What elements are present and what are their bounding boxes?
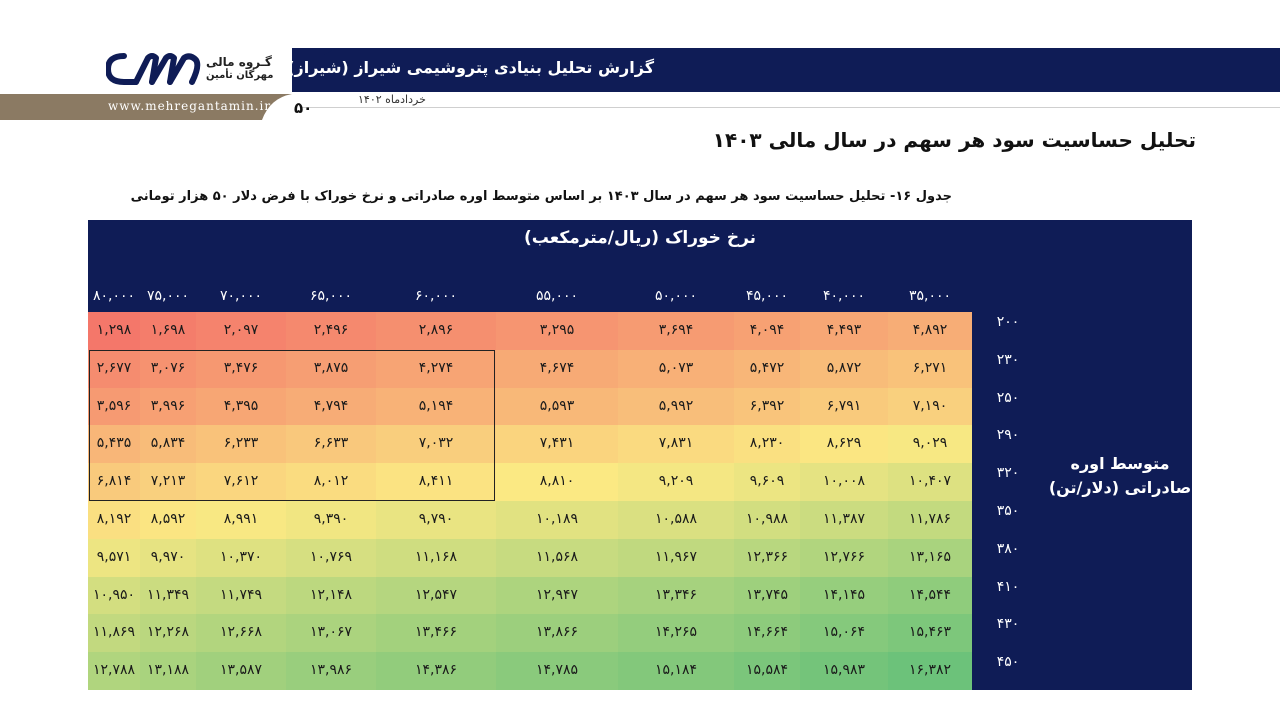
column-header: ۴۰,۰۰۰	[822, 288, 866, 304]
table-cell: ۵,۰۷۳	[618, 350, 734, 388]
table-cell: ۱۳,۴۶۶	[376, 614, 496, 652]
table-cell: ۸,۶۲۹	[800, 425, 888, 463]
report-date: خردادماه ۱۴۰۲	[358, 93, 426, 106]
table-cell: ۱۳,۱۶۵	[888, 539, 972, 577]
table-cell: ۹,۶۰۹	[734, 463, 800, 501]
column-header: ۷۵,۰۰۰	[146, 288, 190, 304]
column-header: ۶۰,۰۰۰	[414, 288, 458, 304]
table-cell: ۱۴,۲۶۵	[618, 614, 734, 652]
table-cell: ۵,۸۷۲	[800, 350, 888, 388]
table-cell: ۵,۹۹۲	[618, 388, 734, 426]
table-cell: ۳,۵۹۶	[88, 388, 140, 426]
table-cell: ۹,۲۰۹	[618, 463, 734, 501]
table-cell: ۴,۳۹۵	[196, 388, 286, 426]
table-cell: ۱۴,۶۶۴	[734, 614, 800, 652]
table-cell: ۱۱,۵۶۸	[496, 539, 618, 577]
table-cell: ۹,۰۲۹	[888, 425, 972, 463]
column-header: ۸۰,۰۰۰	[92, 288, 136, 304]
table-cell: ۱۵,۴۶۳	[888, 614, 972, 652]
table-cell: ۹,۹۷۰	[140, 539, 196, 577]
table-cell: ۱۴,۳۸۶	[376, 652, 496, 690]
logo-line-1: گـروه مالی	[206, 55, 272, 69]
heatmap-grid	[88, 312, 972, 690]
table-cell: ۳,۶۹۴	[618, 312, 734, 350]
table-cell: ۱۱,۸۶۹	[88, 614, 140, 652]
row-label: ۳۲۰	[996, 465, 1020, 482]
table-cell: ۸,۵۹۲	[140, 501, 196, 539]
table-cell: ۴,۸۹۲	[888, 312, 972, 350]
table-cell: ۸,۸۱۰	[496, 463, 618, 501]
table-cell: ۷,۶۱۲	[196, 463, 286, 501]
column-header: ۴۵,۰۰۰	[745, 288, 789, 304]
table-cell: ۱۱,۳۸۷	[800, 501, 888, 539]
row-label: ۴۵۰	[996, 654, 1020, 671]
table-cell: ۱,۶۹۸	[140, 312, 196, 350]
table-cell: ۵,۸۳۴	[140, 425, 196, 463]
table-cell: ۲,۰۹۷	[196, 312, 286, 350]
table-cell: ۵,۴۳۵	[88, 425, 140, 463]
table-cell: ۸,۰۱۲	[286, 463, 376, 501]
table-cell: ۱۳,۵۸۷	[196, 652, 286, 690]
table-cell: ۶,۶۳۳	[286, 425, 376, 463]
table-cell: ۱۵,۱۸۴	[618, 652, 734, 690]
row-label: ۲۹۰	[996, 427, 1020, 444]
table-cell: ۴,۷۹۴	[286, 388, 376, 426]
table-cell: ۹,۷۹۰	[376, 501, 496, 539]
table-cell: ۱۱,۱۶۸	[376, 539, 496, 577]
table-cell: ۶,۳۹۲	[734, 388, 800, 426]
table-cell: ۳,۰۷۶	[140, 350, 196, 388]
table-cell: ۷,۰۳۲	[376, 425, 496, 463]
table-cell: ۱۱,۳۴۹	[140, 577, 196, 615]
logo-line-2: مهرگان تأمین	[206, 70, 274, 81]
table-cell: ۱۳,۷۴۵	[734, 577, 800, 615]
section-title: تحلیل حساسیت سود هر سهم در سال مالی ۱۴۰۳	[712, 128, 1196, 152]
table-cell: ۱,۲۹۸	[88, 312, 140, 350]
table-cell: ۱۰,۴۰۷	[888, 463, 972, 501]
column-header: ۷۰,۰۰۰	[219, 288, 263, 304]
table-cell: ۴,۰۹۴	[734, 312, 800, 350]
row-axis-title-line-1: متوسط اوره	[1070, 454, 1170, 473]
column-header: ۵۰,۰۰۰	[654, 288, 698, 304]
table-cell: ۷,۱۹۰	[888, 388, 972, 426]
table-cell: ۱۰,۷۶۹	[286, 539, 376, 577]
column-axis-title: نرخ خوراک (ریال/مترمکعب)	[523, 228, 757, 248]
table-cell: ۳,۴۷۶	[196, 350, 286, 388]
table-cell: ۸,۴۱۱	[376, 463, 496, 501]
table-cell: ۹,۳۹۰	[286, 501, 376, 539]
table-cell: ۹,۵۷۱	[88, 539, 140, 577]
column-header: ۳۵,۰۰۰	[908, 288, 952, 304]
table-cell: ۵,۴۷۲	[734, 350, 800, 388]
table-cell: ۱۲,۷۶۶	[800, 539, 888, 577]
table-cell: ۴,۶۷۴	[496, 350, 618, 388]
table-cell: ۸,۱۹۲	[88, 501, 140, 539]
column-header: ۶۵,۰۰۰	[309, 288, 353, 304]
table-cell: ۱۰,۵۸۸	[618, 501, 734, 539]
table-cell: ۶,۲۳۳	[196, 425, 286, 463]
header-divider	[300, 107, 1280, 108]
table-caption: جدول ۱۶- تحلیل حساسیت سود هر سهم در سال ۱۴۰۳ بر اساس متوسط اوره صادراتی و نرخ خوراک با فرض دلار ۵۰ هزار تومانی	[130, 189, 952, 204]
table-cell: ۱۳,۳۴۶	[618, 577, 734, 615]
table-cell: ۸,۹۹۱	[196, 501, 286, 539]
table-cell: ۵,۵۹۳	[496, 388, 618, 426]
table-cell: ۱۰,۱۸۹	[496, 501, 618, 539]
table-cell: ۲,۶۷۷	[88, 350, 140, 388]
table-cell: ۱۲,۱۴۸	[286, 577, 376, 615]
table-cell: ۱۲,۳۶۶	[734, 539, 800, 577]
table-cell: ۱۲,۹۴۷	[496, 577, 618, 615]
row-axis-title	[1040, 452, 1200, 500]
table-cell: ۱۰,۳۷۰	[196, 539, 286, 577]
row-axis-title-line-2: صادراتی (دلار/تن)	[1048, 478, 1192, 497]
table-cell: ۵,۱۹۴	[376, 388, 496, 426]
row-label: ۳۵۰	[996, 503, 1020, 519]
table-cell: ۱۳,۰۶۷	[286, 614, 376, 652]
table-cell: ۳,۲۹۵	[496, 312, 618, 350]
row-label: ۳۸۰	[996, 540, 1020, 557]
table-cell: ۱۳,۱۸۸	[140, 652, 196, 690]
table-cell: ۱۵,۹۸۳	[800, 652, 888, 690]
table-cell: ۱۰,۹۸۸	[734, 501, 800, 539]
table-cell: ۶,۸۱۴	[88, 463, 140, 501]
table-cell: ۱۵,۰۶۴	[800, 614, 888, 652]
report-title: گزارش تحلیل بنیادی پتروشیمی شیراز (شیراز)	[287, 58, 654, 77]
table-cell: ۱۱,۷۴۹	[196, 577, 286, 615]
table-cell: ۸,۲۳۰	[734, 425, 800, 463]
table-cell: ۴,۲۷۴	[376, 350, 496, 388]
table-cell: ۱۲,۶۶۸	[196, 614, 286, 652]
table-cell: ۱۲,۷۸۸	[88, 652, 140, 690]
table-cell: ۱۶,۳۸۲	[888, 652, 972, 690]
row-label: ۲۰۰	[996, 314, 1020, 330]
table-cell: ۱۴,۷۸۵	[496, 652, 618, 690]
table-cell: ۱۳,۸۶۶	[496, 614, 618, 652]
table-cell: ۶,۲۷۱	[888, 350, 972, 388]
company-logo	[106, 52, 202, 86]
column-header: ۵۵,۰۰۰	[535, 288, 579, 304]
table-cell: ۲,۸۹۶	[376, 312, 496, 350]
table-cell: ۱۲,۲۶۸	[140, 614, 196, 652]
table-cell: ۴,۴۹۳	[800, 312, 888, 350]
page-number: ۵۰	[294, 99, 313, 117]
table-cell: ۳,۸۷۵	[286, 350, 376, 388]
row-label: ۲۳۰	[996, 351, 1020, 368]
table-cell: ۱۵,۵۸۴	[734, 652, 800, 690]
table-cell: ۱۴,۵۴۴	[888, 577, 972, 615]
table-cell: ۷,۲۱۳	[140, 463, 196, 501]
table-cell: ۱۰,۹۵۰	[88, 577, 140, 615]
table-cell: ۱۱,۷۸۶	[888, 501, 972, 539]
table-cell: ۷,۴۳۱	[496, 425, 618, 463]
table-cell: ۱۳,۹۸۶	[286, 652, 376, 690]
table-cell: ۲,۴۹۶	[286, 312, 376, 350]
table-cell: ۱۰,۰۰۸	[800, 463, 888, 501]
table-cell: ۱۱,۹۶۷	[618, 539, 734, 577]
row-label: ۲۵۰	[996, 389, 1020, 406]
table-cell: ۱۲,۵۴۷	[376, 577, 496, 615]
row-label: ۴۱۰	[996, 578, 1020, 595]
row-label: ۴۳۰	[996, 616, 1020, 633]
website-url[interactable]: www.mehregantamin.ir	[108, 99, 272, 113]
table-cell: ۳,۹۹۶	[140, 388, 196, 426]
table-cell: ۱۴,۱۴۵	[800, 577, 888, 615]
table-cell: ۶,۷۹۱	[800, 388, 888, 426]
table-cell: ۷,۸۳۱	[618, 425, 734, 463]
